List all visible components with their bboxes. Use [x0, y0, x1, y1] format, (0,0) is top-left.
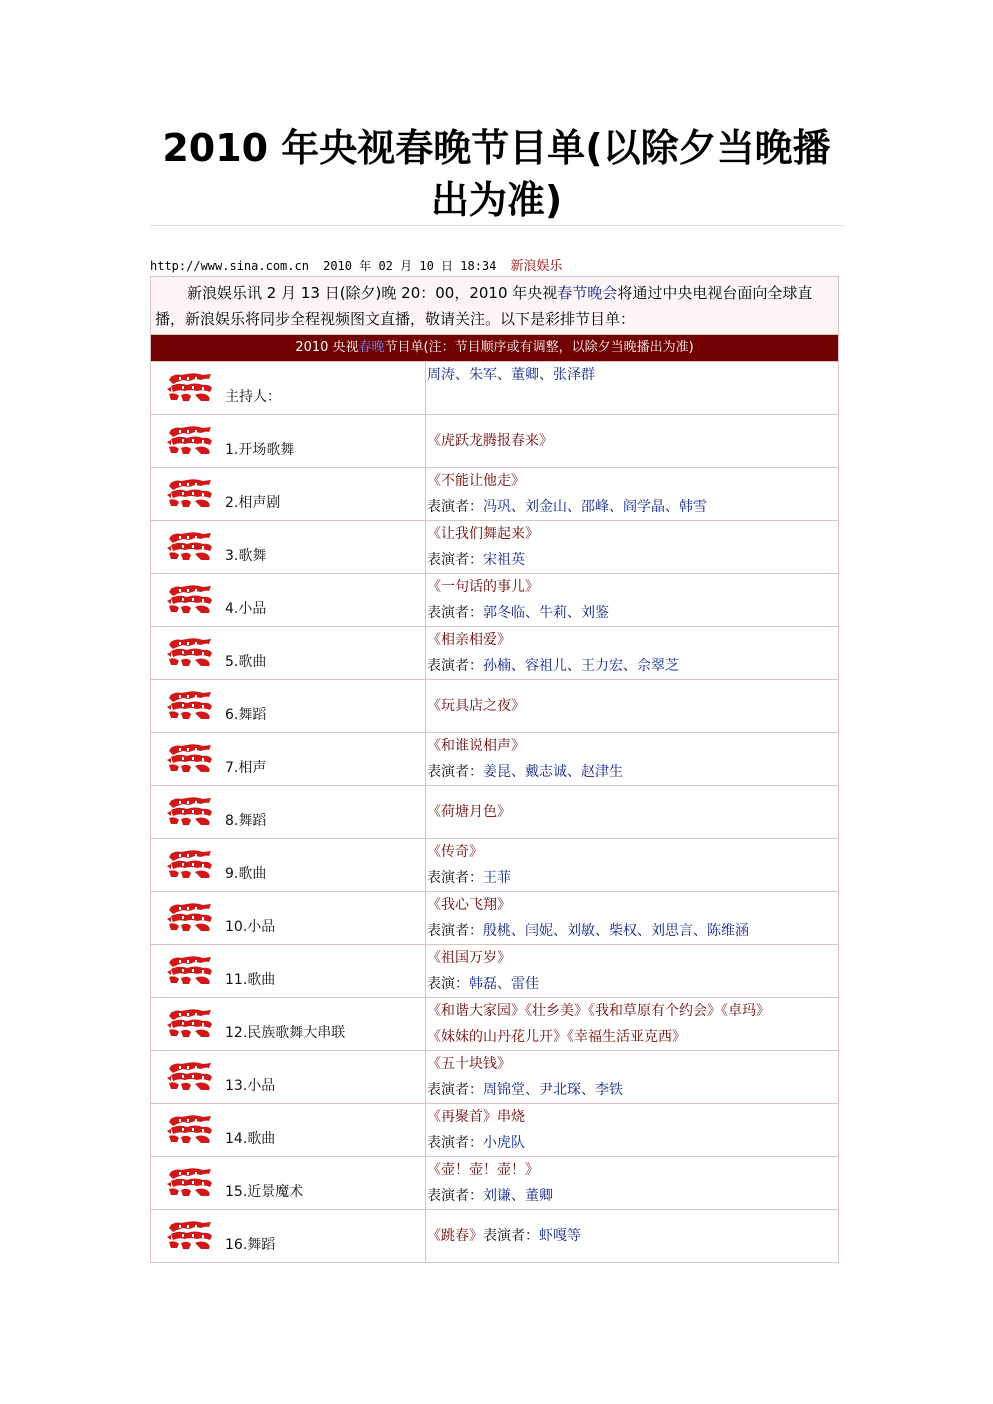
tiger-icon	[165, 741, 215, 775]
program-label: 5.歌曲	[225, 654, 267, 670]
program-row	[151, 892, 839, 945]
performer-label: 表演者：	[427, 764, 483, 780]
program-row	[151, 415, 839, 468]
program-row	[151, 998, 839, 1051]
performer-names: 郭冬临、牛莉、刘鉴	[483, 605, 609, 621]
program-detail-cell	[426, 998, 839, 1051]
tiger-icon	[165, 794, 215, 828]
source-url[interactable]: http://www.sina.com.cn	[150, 259, 309, 273]
program-label: 10.小品	[225, 919, 276, 935]
tiger-icon	[165, 1059, 215, 1093]
tiger-icon	[165, 529, 215, 563]
program-row	[151, 839, 839, 892]
program-row	[151, 1104, 839, 1157]
program-title: 《祖国万岁》	[427, 950, 511, 966]
program-detail-cell	[426, 362, 839, 415]
performer-label: 表演者：	[427, 1082, 483, 1098]
tiger-icon	[165, 688, 215, 722]
performer-names: 王菲	[483, 870, 511, 886]
program-label: 6.舞蹈	[225, 707, 267, 723]
program-row	[151, 362, 839, 415]
program-title: 《再聚首》串烧	[427, 1109, 525, 1125]
program-row	[151, 468, 839, 521]
program-label: 15.近景魔术	[225, 1184, 304, 1200]
program-detail-cell	[426, 945, 839, 998]
program-row	[151, 1051, 839, 1104]
program-title: 《五十块钱》	[427, 1056, 511, 1072]
performer-names: 小虎队	[483, 1135, 525, 1151]
tiger-icon	[165, 1165, 215, 1199]
performer-label: 表演者：	[427, 605, 483, 621]
program-label-cell	[151, 945, 426, 998]
program-label-cell	[151, 574, 426, 627]
performer-names: 周锦堂、尹北琛、李铁	[483, 1082, 623, 1098]
program-detail-cell	[426, 1104, 839, 1157]
performer-names: 孙楠、容祖儿、王力宏、佘翠芝	[483, 658, 679, 674]
program-label-cell	[151, 468, 426, 521]
performer-label: 表演者：	[427, 870, 483, 886]
program-label: 4.小品	[225, 601, 267, 617]
program-label: 7.相声	[225, 760, 267, 776]
tiger-icon	[165, 847, 215, 881]
program-label-cell	[151, 1157, 426, 1210]
program-title: 《妹妹的山丹花儿开》《幸福生活亚克西》	[427, 1029, 686, 1045]
performer-label: 表演：	[427, 976, 469, 992]
program-label-cell	[151, 839, 426, 892]
tiger-icon	[165, 370, 215, 404]
chunwan-link[interactable]: 春晚	[358, 340, 385, 355]
program-label-cell	[151, 1051, 426, 1104]
intro-paragraph: 新浪娱乐讯 2 月 13 日(除夕)晚 20：00，2010 年央视春节晚会将通过中央电视台面向全球直播，新浪娱乐将同步全程视频图文直播，敬请关注。以下是彩排节目单：	[151, 277, 839, 335]
program-title: 《荷塘月色》	[427, 804, 511, 820]
program-detail-cell	[426, 415, 839, 468]
performer-label: 表演者：	[427, 923, 483, 939]
program-title: 《跳春》	[427, 1228, 483, 1244]
program-label-cell	[151, 1104, 426, 1157]
performer-names: 宋祖英	[483, 552, 525, 568]
program-label: 14.歌曲	[225, 1131, 276, 1147]
title-line-2: 出为准)	[430, 178, 563, 222]
tiger-icon	[165, 953, 215, 987]
program-title: 《虎跃龙腾报春来》	[427, 433, 553, 449]
tiger-icon	[165, 635, 215, 669]
program-label-cell	[151, 521, 426, 574]
program-title: 《相亲相爱》	[427, 632, 511, 648]
tiger-icon	[165, 1218, 215, 1252]
program-row	[151, 733, 839, 786]
source-link[interactable]: 新浪娱乐	[510, 259, 563, 274]
performer-label: 表演者：	[483, 1228, 539, 1244]
program-title: 《一句话的事儿》	[427, 579, 539, 595]
publish-date: 2010 年 02 月 10 日 18:34	[323, 259, 497, 273]
program-detail-cell	[426, 1051, 839, 1104]
performer-names: 韩磊、雷佳	[469, 976, 539, 992]
program-label: 主持人：	[225, 389, 281, 405]
program-label: 8.舞蹈	[225, 813, 267, 829]
program-label: 13.小品	[225, 1078, 276, 1094]
program-detail-cell	[426, 1157, 839, 1210]
program-detail-cell	[426, 1210, 839, 1263]
performer-names: 虾嘎等	[539, 1228, 581, 1244]
program-title: 《和谐大家园》《壮乡美》《我和草原有个约会》《卓玛》	[427, 1003, 770, 1019]
program-table	[150, 276, 839, 1263]
program-label-cell	[151, 998, 426, 1051]
program-row	[151, 521, 839, 574]
program-detail-cell	[426, 627, 839, 680]
program-detail-cell	[426, 521, 839, 574]
page-title	[150, 122, 843, 226]
performer-label: 表演者：	[427, 499, 483, 515]
program-detail-cell	[426, 574, 839, 627]
program-detail-cell	[426, 733, 839, 786]
tiger-icon	[165, 900, 215, 934]
program-label-cell	[151, 733, 426, 786]
performer-label: 表演者：	[427, 658, 483, 674]
program-row	[151, 1210, 839, 1263]
program-label-cell	[151, 892, 426, 945]
tiger-icon	[165, 1112, 215, 1146]
spring-gala-link[interactable]: 春节晚会	[557, 284, 618, 302]
program-label: 2.相声剧	[225, 495, 281, 511]
program-row	[151, 786, 839, 839]
program-row	[151, 680, 839, 733]
title-divider	[150, 225, 843, 226]
tiger-icon	[165, 582, 215, 616]
program-detail-cell	[426, 839, 839, 892]
performer-names: 姜昆、戴志诚、赵津生	[483, 764, 623, 780]
program-detail-cell	[426, 468, 839, 521]
program-detail-cell	[426, 680, 839, 733]
program-label-cell	[151, 1210, 426, 1263]
tiger-icon	[165, 1006, 215, 1040]
table-header: 2010 央视春晚节目单(注：节目顺序或有调整，以除夕当晚播出为准)	[151, 335, 839, 362]
article-meta	[150, 255, 563, 274]
program-label: 12.民族歌舞大串联	[225, 1025, 346, 1041]
program-label-cell	[151, 415, 426, 468]
title-line-1: 2010 年央视春晚节目单(以除夕当晚播	[162, 126, 831, 170]
program-label-cell	[151, 680, 426, 733]
program-row	[151, 945, 839, 998]
program-title: 《我心飞翔》	[427, 897, 511, 913]
program-label: 11.歌曲	[225, 972, 276, 988]
program-title: 《玩具店之夜》	[427, 698, 525, 714]
performer-label: 表演者：	[427, 552, 483, 568]
host-names: 周涛、朱军、董卿、张泽群	[427, 367, 595, 383]
program-label: 9.歌曲	[225, 866, 267, 882]
program-label-cell	[151, 362, 426, 415]
performer-names: 冯巩、刘金山、邵峰、阎学晶、韩雪	[483, 499, 707, 515]
tiger-icon	[165, 476, 215, 510]
performer-label: 表演者：	[427, 1188, 483, 1204]
program-title: 《让我们舞起来》	[427, 526, 539, 542]
program-title: 《不能让他走》	[427, 473, 525, 489]
program-detail-cell	[426, 786, 839, 839]
performer-label: 表演者：	[427, 1135, 483, 1151]
performer-names: 刘谦、董卿	[483, 1188, 553, 1204]
program-detail-cell	[426, 892, 839, 945]
program-label-cell	[151, 627, 426, 680]
program-label: 16.舞蹈	[225, 1237, 276, 1253]
program-title: 《和谁说相声》	[427, 738, 525, 754]
program-label: 3.歌舞	[225, 548, 267, 564]
program-title: 《壶！壶！壶！》	[427, 1162, 539, 1178]
program-label-cell	[151, 786, 426, 839]
program-label: 1.开场歌舞	[225, 442, 295, 458]
tiger-icon	[165, 423, 215, 457]
performer-names: 殷桃、闫妮、刘敏、柴权、刘思言、陈维涵	[483, 923, 749, 939]
program-row	[151, 1157, 839, 1210]
program-row	[151, 627, 839, 680]
program-row	[151, 574, 839, 627]
program-title: 《传奇》	[427, 844, 483, 860]
